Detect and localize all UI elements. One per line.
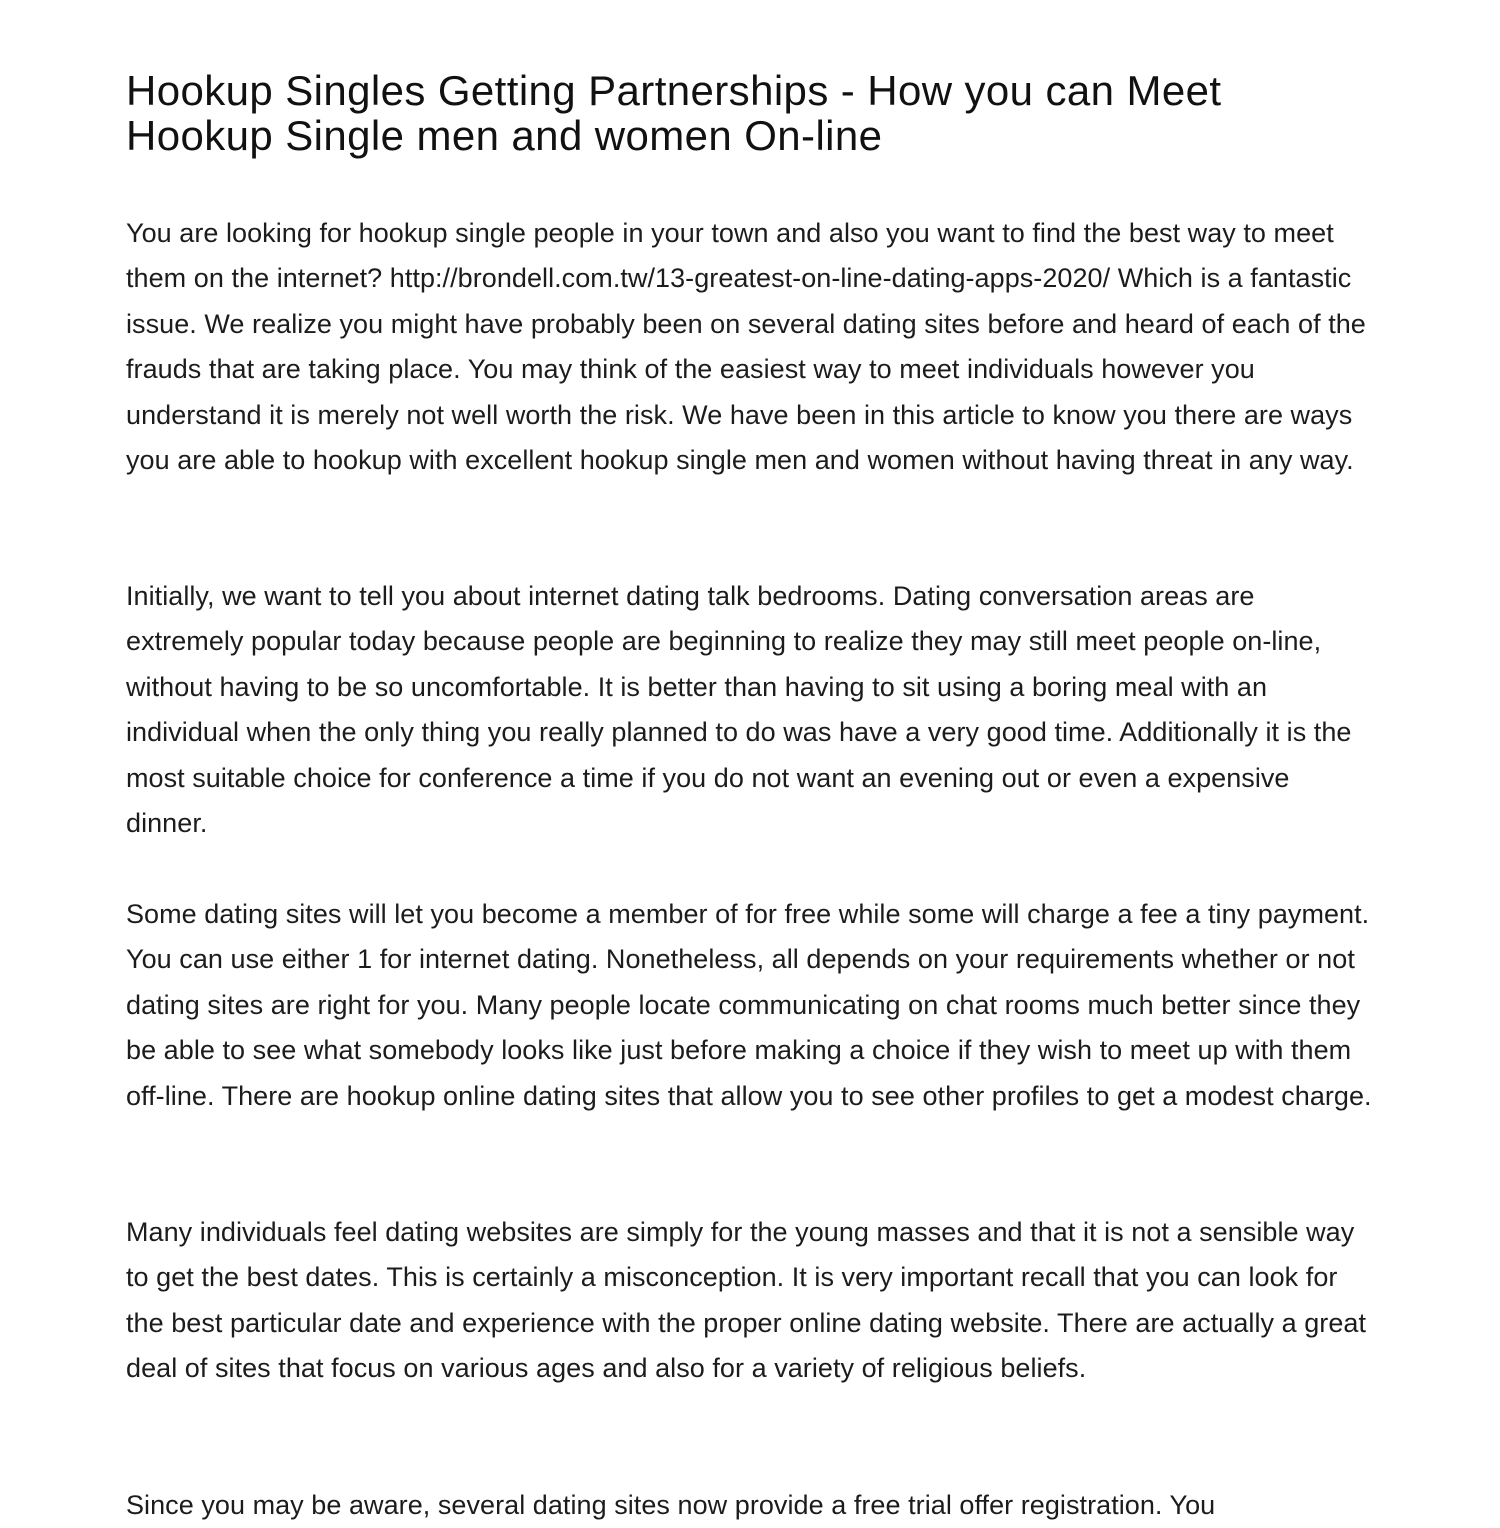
paragraph-4: Many individuals feel dating websites are simply for the young masses and that it is not a sensible way to get the best dates. This is certainly a misconception. It is very important recall that you can look for the best particular date and experience with the proper online dating website. There are actually a great deal of sites that focus on various ages and also for a variety of religious beliefs. [126,1217,1367,1384]
paragraph-3: Some dating sites will let you become a member of for free while some will charge a fee a tiny payment. You can use either 1 for internet dating. Nonetheless, all depends on your requirements whether or not dating sites are right for you. Many people locate communicating on chat rooms much better since they be able to see what somebody looks like just before making a choice if they wish to meet up with them off-line. There are hookup online dating sites that allow you to see other profiles to get a modest charge. [126,899,1372,1111]
paragraph-5-partial: Since you may be aware, several dating sites now provide a free trial offer registration. You [126,1490,1216,1520]
document-title: Hookup Singles Getting Partnerships - How you can Meet Hookup Single men and women On-line [126,67,1222,159]
paragraph-1: You are looking for hookup single people in your town and also you want to find the best way to meet them on the internet? http://brondell.com.tw/13-greatest-on-line-dating-apps-2020/ Which is a fantastic issue. We realize you might have probably been on several dating sites before and heard of each of the frauds that are taking place. You may think of the easiest way to meet individuals however you understand it is merely not well worth the risk. We have been in this article to know you there are ways you are able to hookup with excellent hookup single men and women without having threat in any way. [126,218,1366,476]
paragraph-2: Initially, we want to tell you about internet dating talk bedrooms. Dating conversation areas are extremely popular today because people are beginning to realize they may still meet people on-line, without having to be so uncomfortable. It is better than having to sit using a boring meal with an individual when the only thing you really planned to do was have a very good time. Additionally it is the most suitable choice for conference a time if you do not want an evening out or even a expensive dinner. [126,581,1352,839]
document-page [126,67,1376,1520]
